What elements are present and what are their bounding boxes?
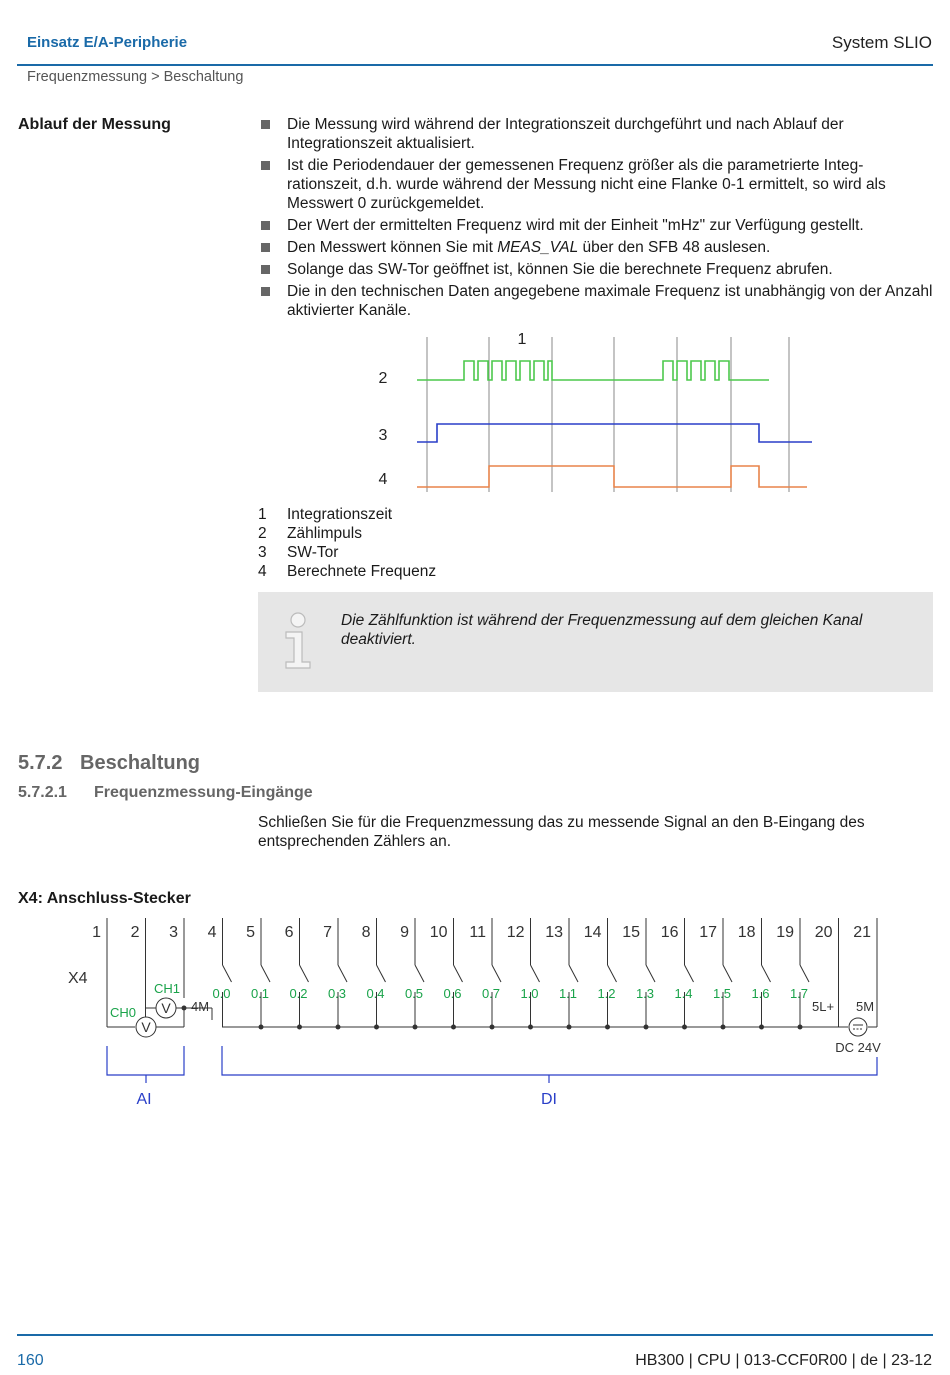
bullet-item: Solange das SW-Tor geöffnet ist, können Sie die berechnete Frequenz abrufen. <box>258 260 933 279</box>
junction-dot <box>567 1025 572 1030</box>
breadcrumb: Frequenzmessung > Beschaltung <box>27 69 244 85</box>
pin-number: 3 <box>169 924 178 941</box>
timing-label-1: 1 <box>517 331 527 348</box>
bullet-item: Die in den technischen Daten angegebene maximale Frequenz ist unabhängig von der Anzahl aktivierter Kanäle. <box>258 282 933 320</box>
pin-number: 4 <box>207 924 217 941</box>
switch-blade <box>492 965 501 982</box>
pin-number: 19 <box>776 924 794 941</box>
di-input-label: 0.4 <box>366 986 385 1001</box>
pin-number: 20 <box>814 924 833 941</box>
pin-number: 15 <box>622 924 640 941</box>
switch-blade <box>531 965 540 982</box>
switch-blade <box>300 965 309 982</box>
ai-bracket <box>107 1046 184 1075</box>
legend-row: 2 Zählimpuls <box>258 525 362 542</box>
di-input-label: 1.2 <box>597 986 616 1001</box>
junction-dot <box>528 1025 533 1030</box>
junction-dot <box>374 1025 379 1030</box>
pin-number: 11 <box>469 924 486 941</box>
supply-minus-label: 5M <box>856 999 875 1014</box>
di-input-label: 1.6 <box>751 986 770 1001</box>
junction-dot <box>182 1006 187 1011</box>
pin-number: 10 <box>429 924 448 941</box>
switch-blade <box>646 965 655 982</box>
legend-row: 1 Integrationszeit <box>258 506 393 523</box>
switch-blade <box>685 965 694 982</box>
switch-blade <box>800 965 809 982</box>
pin-number: 16 <box>660 924 679 941</box>
di-input-label: 1.0 <box>520 986 539 1001</box>
di-input-label: 1.4 <box>674 986 693 1001</box>
di-input-label: 0.2 <box>289 986 308 1001</box>
switch-blade <box>377 965 386 982</box>
pin-number: 21 <box>853 924 871 941</box>
timing-label-3: 3 <box>378 427 388 444</box>
measurement-title: Ablauf der Messung <box>18 116 171 133</box>
pin-number: 9 <box>400 924 409 941</box>
channel-label-ch1: CH1 <box>154 981 181 996</box>
pin-number: 12 <box>506 924 525 941</box>
switch-blade <box>261 965 270 982</box>
switch-blade <box>454 965 463 982</box>
connector-name: X4 <box>68 970 88 987</box>
switch-blade <box>415 965 424 982</box>
di-input-label: 0.0 <box>212 986 231 1001</box>
junction-dot <box>605 1025 610 1030</box>
pin-number: 13 <box>545 924 563 941</box>
di-input-label: 0.5 <box>404 986 424 1001</box>
dc-source-icon <box>849 1018 867 1036</box>
pin-numbers <box>92 924 871 941</box>
pin-number: 2 <box>130 924 140 941</box>
pin-number: 6 <box>284 924 294 941</box>
junction-dot <box>490 1025 495 1030</box>
timing-label-4: 4 <box>378 471 388 488</box>
section-paragraph: Schließen Sie für die Frequenzmessung das zu messende Signal an den B-Eingang des entsprechenden Zählers an. <box>258 814 865 850</box>
junction-dot <box>759 1025 764 1030</box>
bullet-item: Den Messwert können Sie mit MEAS_VAL über den SFB 48 auslesen. <box>258 238 933 257</box>
switch-blade <box>723 965 732 982</box>
legend-row: 4 Berechnete Frequenz <box>258 563 437 580</box>
header-section-title: Einsatz E/A-Peripherie <box>27 34 188 51</box>
bullet-item: Ist die Periodendauer der gemessenen Frequenz größer als die parametrierte Integ-rationszeit, d.h. wurde während der Messung nicht eine Flanke 0-1 ermittelt, so wird als Messwert 0 zurückgemeldet. <box>258 156 933 213</box>
di-input-label: 0.6 <box>443 986 462 1001</box>
bullet-item: Der Wert der ermittelten Frequenz wird mit der Einheit "mHz" zur Verfügung gestellt. <box>258 216 933 235</box>
pin-number: 17 <box>699 924 717 941</box>
di-input-label: 0.1 <box>250 986 270 1001</box>
junction-dot <box>336 1025 341 1030</box>
page-number: 160 <box>17 1352 44 1369</box>
header-product: System SLIO <box>831 33 932 52</box>
junction-dot <box>798 1025 803 1030</box>
pin-number: 1 <box>92 924 101 941</box>
timing-label-2: 2 <box>378 370 388 387</box>
note-text: Die Zählfunktion ist während der Frequenzmessung auf dem gleichen Kanal deaktiviert. <box>341 612 863 648</box>
di-input-label: 0.7 <box>481 986 501 1001</box>
di-bracket <box>222 1046 877 1075</box>
section-heading: 5.7.2 Beschaltung <box>18 752 201 774</box>
group-label-di: DI <box>541 1091 557 1108</box>
junction-dot <box>259 1025 264 1030</box>
di-input-label: 1.7 <box>789 986 809 1001</box>
switch-blade <box>762 965 771 982</box>
junction-dot <box>413 1025 418 1030</box>
footer-divider <box>17 1334 933 1336</box>
pin-number: 18 <box>737 924 756 941</box>
di-input-label: 1.5 <box>712 986 732 1001</box>
di-input-label: 1.3 <box>635 986 655 1001</box>
connector-title: X4: Anschluss-Stecker <box>18 890 191 907</box>
ground-label: 4M <box>191 999 210 1014</box>
voltmeter-ch0-symbol: V <box>141 1019 151 1035</box>
junction-dot <box>451 1025 456 1030</box>
legend-row: 3 SW-Tor <box>258 544 339 561</box>
voltmeter-ch1-symbol: V <box>161 1000 171 1016</box>
pin-number: 14 <box>583 924 602 941</box>
subsection-heading: 5.7.2.1 Frequenzmessung-Eingänge <box>18 784 313 801</box>
channel-label-ch0: CH0 <box>110 1005 137 1020</box>
junction-dot <box>682 1025 687 1030</box>
pin-number: 7 <box>323 924 332 941</box>
switch-blade <box>338 965 347 982</box>
bullet-item: Die Messung wird während der Integrationszeit durchgeführt und nach Ablauf der Integrationszeit aktualisiert. <box>258 115 933 153</box>
pin-number: 8 <box>361 924 371 941</box>
di-input-label: 0.3 <box>327 986 347 1001</box>
supply-label: DC 24V <box>835 1040 881 1055</box>
switch-blade <box>608 965 617 982</box>
di-input-label: 1.1 <box>558 986 578 1001</box>
di-switches <box>212 965 809 1030</box>
supply-plus-label: 5L+ <box>812 999 835 1014</box>
pin-number: 5 <box>246 924 255 941</box>
switch-blade <box>223 965 232 982</box>
document-id: HB300 | CPU | 013-CCF0R00 | de | 23-12 <box>635 1352 932 1369</box>
group-label-ai: AI <box>136 1091 152 1108</box>
switch-blade <box>569 965 578 982</box>
junction-dot <box>721 1025 726 1030</box>
junction-dot <box>644 1025 649 1030</box>
junction-dot <box>297 1025 302 1030</box>
